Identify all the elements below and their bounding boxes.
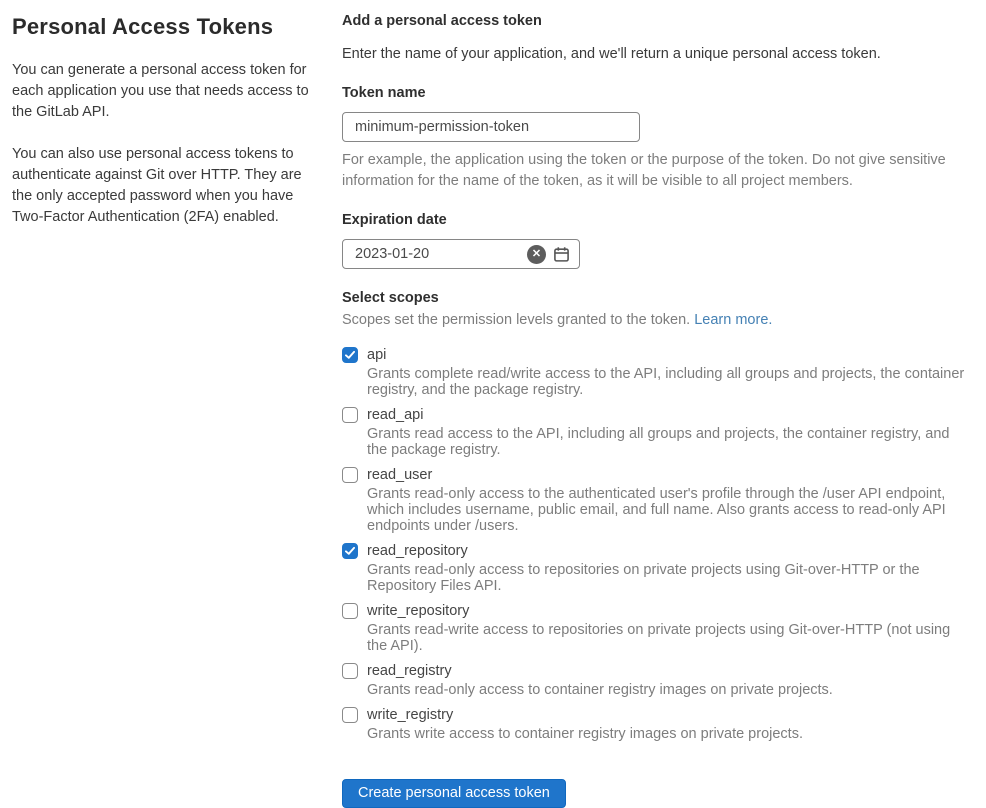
scope-checkbox-api[interactable] <box>342 347 358 363</box>
description-paragraph-1: You can generate a personal access token for each application you use that needs access to the GitLab API. <box>12 62 309 120</box>
scope-item-write_repository <box>342 603 966 654</box>
scope-item-api <box>342 347 966 398</box>
scope-checkbox-read_registry[interactable] <box>342 663 358 679</box>
scope-checkbox-read_api[interactable] <box>342 407 358 423</box>
scope-label[interactable]: write_registry <box>367 707 454 723</box>
scope-label[interactable]: read_api <box>367 407 424 423</box>
expiration-date-value[interactable]: 2023-01-20 <box>355 246 430 262</box>
scopes-description <box>342 312 966 328</box>
scope-description: Grants complete read/write access to the API, including all groups and projects, the container registry, and the package registry. <box>367 366 965 398</box>
scope-checkbox-write_registry[interactable] <box>342 707 358 723</box>
scopes-description-text: Scopes set the permission levels granted to the token. <box>342 312 695 328</box>
form-intro: Enter the name of your application, and we'll return a unique personal access token. <box>342 46 881 62</box>
token-name-input[interactable] <box>342 112 640 142</box>
scope-item-read_registry <box>342 663 966 698</box>
page-title: Personal Access Tokens <box>12 14 274 39</box>
scope-description: Grants write access to container registry images on private projects. <box>367 726 803 742</box>
scope-label[interactable]: write_repository <box>367 603 470 619</box>
scope-description: Grants read-only access to the authenticated user's profile through the /user API endpoint, which includes username, public email, and full name. Also grants access to read-only API endpoints under /users. <box>367 486 946 534</box>
scope-description: Grants read access to the API, including all groups and projects, the container registry, and the package registry. <box>367 426 950 458</box>
create-token-button[interactable]: Create personal access token <box>342 779 566 808</box>
clear-date-icon[interactable]: ✕ <box>527 245 546 264</box>
scope-description: Grants read-write access to repositories on private projects using Git-over-HTTP (not using the API). <box>367 622 951 654</box>
scope-list <box>342 347 966 742</box>
scope-description: Grants read-only access to container registry images on private projects. <box>367 682 833 698</box>
scope-item-write_registry <box>342 707 966 742</box>
scope-item-read_repository <box>342 543 966 594</box>
scope-checkbox-read_user[interactable] <box>342 467 358 483</box>
scope-item-read_user <box>342 467 966 534</box>
token-name-label: Token name <box>342 85 426 101</box>
scope-description: Grants read-only access to repositories on private projects using Git-over-HTTP or the Repository Files API. <box>367 562 920 594</box>
add-token-form <box>342 12 966 808</box>
scope-item-read_api <box>342 407 966 458</box>
expiration-date-input[interactable] <box>342 239 580 269</box>
scope-label[interactable]: read_user <box>367 467 433 483</box>
form-heading: Add a personal access token <box>342 13 542 29</box>
scope-label[interactable]: read_registry <box>367 663 452 679</box>
scope-checkbox-read_repository[interactable] <box>342 543 358 559</box>
select-scopes-label: Select scopes <box>342 290 439 306</box>
settings-description-column <box>12 12 320 808</box>
expiration-date-label: Expiration date <box>342 212 447 228</box>
learn-more-link[interactable]: Learn more. <box>694 312 773 328</box>
token-name-help: For example, the application using the token or the purpose of the token. Do not give sensitive information for the name of the token, as it will be visible to all project members. <box>342 152 946 189</box>
scope-label[interactable]: api <box>367 347 387 363</box>
description-paragraph-2: You can also use personal access tokens to authenticate against Git over HTTP. They are the only accepted password when you have Two-Factor Authentication (2FA) enabled. <box>12 146 302 225</box>
scope-checkbox-write_repository[interactable] <box>342 603 358 619</box>
calendar-icon[interactable] <box>553 245 571 263</box>
scope-label[interactable]: read_repository <box>367 543 468 559</box>
